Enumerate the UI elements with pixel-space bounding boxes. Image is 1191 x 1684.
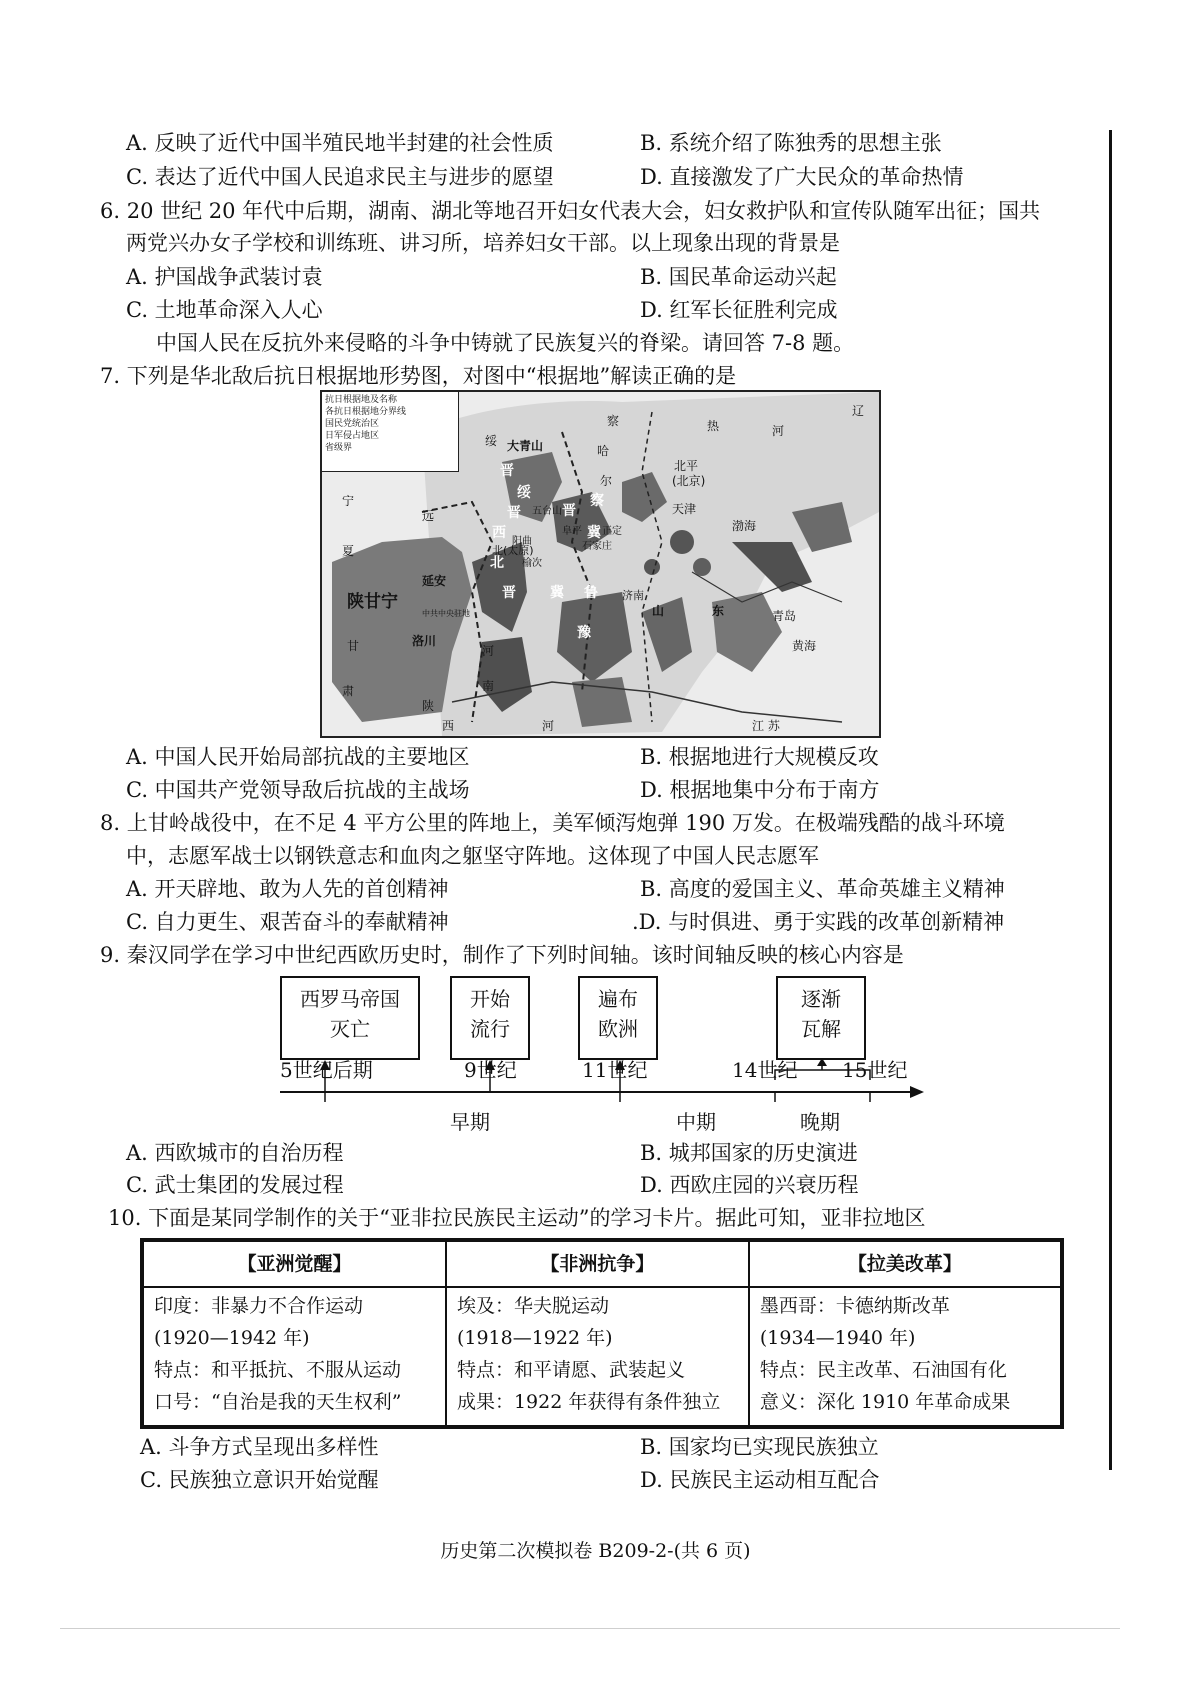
map-label-yanan: 延安	[422, 574, 447, 588]
card-header-asia: 【亚洲觉醒】	[143, 1241, 446, 1287]
north-china-base-map	[320, 390, 881, 738]
timeline-period-label: 晚期	[800, 1110, 840, 1134]
q10-option-c[interactable]: C. 民族独立意识开始觉醒	[140, 1468, 379, 1492]
map-label: 绥	[485, 434, 498, 448]
q5-option-c[interactable]: C. 表达了近代中国人民追求民主与进步的愿望	[126, 165, 554, 189]
map-label: 西	[492, 525, 506, 541]
timeline-box-3-line1: 遍布	[598, 987, 638, 1011]
card-line: (1918—1922 年)	[456, 1327, 613, 1349]
map-label: 山	[652, 604, 665, 618]
map-legend	[322, 392, 459, 472]
q6-option-d[interactable]: D. 红军长征胜利完成	[640, 298, 838, 322]
timeline-box-4-line2: 瓦解	[801, 1017, 841, 1041]
map-label: 江 苏	[752, 719, 780, 733]
intro-7-8: 中国人民在反抗外来侵略的斗争中铸就了民族复兴的脊梁。请回答 7-8 题。	[156, 331, 855, 355]
card-line: 印度：非暴力不合作运动	[154, 1295, 364, 1317]
map-label: 济南	[622, 589, 644, 602]
map-label: 甘	[347, 639, 360, 653]
q7-stem: 7. 下列是华北敌后抗日根据地形势图，对图中“根据地”解读正确的是	[100, 364, 737, 388]
q9-option-d[interactable]: D. 西欧庄园的兴衰历程	[640, 1173, 859, 1197]
map-label: 北	[490, 555, 504, 571]
map-label: 南	[482, 679, 495, 693]
q9-option-b[interactable]: B. 城邦国家的历史演进	[640, 1141, 858, 1165]
q7-option-d[interactable]: D. 根据地集中分布于南方	[640, 778, 880, 802]
map-label: 洛川	[412, 634, 437, 648]
map-label: 陕	[422, 699, 435, 713]
map-label: 河	[482, 644, 495, 658]
map-label: 阳曲	[512, 536, 532, 547]
q7-option-a[interactable]: A. 中国人民开始局部抗战的主要地区	[126, 745, 470, 769]
timeline-box-1-line2: 灭亡	[330, 1017, 370, 1041]
map-label: 河	[542, 719, 555, 733]
timeline-tick-label: 5世纪后期	[280, 1058, 373, 1082]
q8-option-d[interactable]: .D. 与时俱进、勇于实践的改革创新精神	[632, 910, 1005, 934]
map-label: 北平	[674, 459, 699, 473]
q8-option-b[interactable]: B. 高度的爱国主义、革命英雄主义精神	[640, 877, 1005, 901]
map-label: 北(太原)	[492, 544, 534, 557]
map-label: 晋	[562, 503, 576, 519]
map-label: 尔	[600, 474, 613, 488]
card-line: (1920—1942 年)	[154, 1327, 310, 1349]
study-card-table	[140, 1238, 1064, 1429]
map-label: 榆次	[522, 558, 542, 569]
card-header-latam: 【拉美改革】	[749, 1241, 1061, 1287]
timeline-period-label: 中期	[676, 1110, 716, 1134]
page-footer: 历史第二次模拟卷 B209-2-(共 6 页)	[440, 1540, 751, 1562]
map-label-shaanganning: 陕甘宁	[347, 592, 398, 612]
q10-option-d[interactable]: D. 民族民主运动相互配合	[640, 1468, 880, 1492]
timeline-box-2-line2: 流行	[470, 1017, 510, 1041]
q6-stem-line2: 两党兴办女子学校和训练班、讲习所，培养妇女干部。以上现象出现的背景是	[126, 231, 840, 255]
legend-item-kmt: 国民党统治区	[325, 419, 380, 429]
map-label: (北京)	[672, 474, 706, 488]
legend-item-japan: 日军侵占地区	[325, 431, 380, 441]
timeline-box-1-line1: 西罗马帝国	[300, 987, 400, 1011]
map-label: 鲁	[584, 585, 598, 601]
q10-stem: 10. 下面是某同学制作的关于“亚非拉民族民主运动”的学习卡片。据此可知，亚非拉地区	[108, 1206, 926, 1230]
timeline-tick-label: 9世纪	[464, 1058, 517, 1082]
timeline-tick-label: 15世纪	[842, 1058, 908, 1082]
q6-option-b[interactable]: B. 国民革命运动兴起	[640, 265, 837, 289]
map-label: 正定	[602, 526, 622, 537]
card-line: (1934—1940 年)	[759, 1327, 916, 1349]
timeline-tick-label: 14世纪	[732, 1058, 798, 1082]
map-label: 哈	[597, 444, 610, 458]
timeline-box-3-line2: 欧洲	[598, 1017, 638, 1041]
map-label: 青岛	[772, 609, 797, 623]
q8-stem-line1: 8. 上甘岭战役中，在不足 4 平方公里的阵地上，美军倾泻炮弹 190 万发。在极端残酷的战斗环境	[100, 811, 1005, 835]
legend-item-province: 省级界	[325, 443, 353, 453]
map-label: 冀	[587, 525, 601, 541]
card-line: 埃及：华夫脱运动	[456, 1295, 609, 1317]
map-label: 晋	[502, 585, 516, 601]
map-label: 河	[772, 424, 785, 438]
card-line: 墨西哥：卡德纳斯改革	[759, 1295, 950, 1317]
q8-stem-line2: 中，志愿军战士以钢铁意志和血肉之躯坚守阵地。这体现了中国人民志愿军	[126, 844, 819, 868]
map-label: 渤海	[732, 519, 757, 533]
map-label: 豫	[577, 625, 591, 641]
legend-item-base: 抗日根据地及名称	[325, 395, 398, 405]
map-label: 热	[707, 419, 720, 433]
map-label: 绥	[517, 485, 531, 501]
map-label: 宁	[342, 494, 355, 508]
page-bottom-rule	[60, 1628, 1120, 1629]
map-label: 察	[607, 414, 620, 428]
map-label: 中共中央驻地	[422, 609, 470, 618]
q10-option-a[interactable]: A. 斗争方式呈现出多样性	[140, 1435, 379, 1459]
page-right-rule	[1109, 130, 1112, 1470]
map-label: 冀	[550, 585, 564, 601]
q5-option-d[interactable]: D. 直接激发了广大民众的革命热情	[640, 165, 964, 189]
q5-option-a[interactable]: A. 反映了近代中国半殖民地半封建的社会性质	[126, 131, 554, 155]
map-label: 阜平	[562, 526, 582, 537]
q7-option-b[interactable]: B. 根据地进行大规模反攻	[640, 745, 879, 769]
card-line: 特点：和平抵抗、不服从运动	[154, 1359, 402, 1381]
q5-option-b[interactable]: B. 系统介绍了陈独秀的思想主张	[640, 131, 942, 155]
card-line: 特点：民主改革、石油国有化	[759, 1359, 1007, 1381]
map-label: 晋	[500, 463, 514, 479]
card-line: 特点：和平请愿、武装起义	[456, 1359, 685, 1381]
q8-option-a[interactable]: A. 开天辟地、敢为人先的首创精神	[126, 877, 449, 901]
card-header-africa: 【非洲抗争】	[446, 1241, 749, 1287]
map-label: 石家庄	[582, 541, 612, 552]
q8-option-c[interactable]: C. 自力更生、艰苦奋斗的奉献精神	[126, 910, 449, 934]
timeline-box-4-line1: 逐渐	[801, 987, 841, 1011]
map-label: 察	[590, 493, 604, 509]
q6-option-c[interactable]: C. 土地革命深入人心	[126, 298, 323, 322]
card-cell-asia	[143, 1287, 446, 1426]
map-label: 西	[442, 719, 455, 733]
map-label: 晋	[507, 505, 521, 521]
q9-option-a[interactable]: A. 西欧城市的自治历程	[126, 1141, 344, 1165]
map-label: 大青山	[507, 439, 544, 453]
map-label: 肃	[342, 684, 355, 698]
q10-option-b[interactable]: B. 国家均已实现民族独立	[640, 1435, 879, 1459]
map-label: 天津	[672, 502, 697, 516]
q6-stem-line1: 6. 20 世纪 20 年代中后期，湖南、湖北等地召开妇女代表大会，妇女救护队和宣传队随军出征；国共	[100, 199, 1041, 223]
map-label: 东	[712, 604, 725, 618]
timeline-box-2-line1: 开始	[470, 987, 510, 1011]
q6-option-a[interactable]: A. 护国战争武装讨袁	[126, 265, 323, 289]
legend-item-boundary: 各抗日根据地分界线	[325, 407, 407, 417]
timeline-period-label: 早期	[450, 1110, 490, 1134]
card-line: 成果：1922 年获得有条件独立	[456, 1391, 721, 1413]
map-label: 远	[422, 509, 435, 523]
card-cell-latam	[749, 1287, 1061, 1426]
map-label: 五台山	[532, 506, 562, 517]
q7-option-c[interactable]: C. 中国共产党领导敌后抗战的主战场	[126, 778, 470, 802]
map-label: 黄海	[792, 639, 817, 653]
q9-option-c[interactable]: C. 武士集团的发展过程	[126, 1173, 344, 1197]
q9-stem: 9. 秦汉同学在学习中世纪西欧历史时，制作了下列时间轴。该时间轴反映的核心内容是	[100, 943, 904, 967]
timeline-tick-label: 11世纪	[582, 1058, 648, 1082]
map-label: 辽	[852, 404, 865, 418]
card-line: 意义：深化 1910 年革命成果	[759, 1391, 1011, 1413]
card-line: 口号：“自治是我的天生权利”	[154, 1391, 402, 1413]
map-label: 夏	[342, 544, 355, 558]
card-cell-africa	[446, 1287, 749, 1426]
